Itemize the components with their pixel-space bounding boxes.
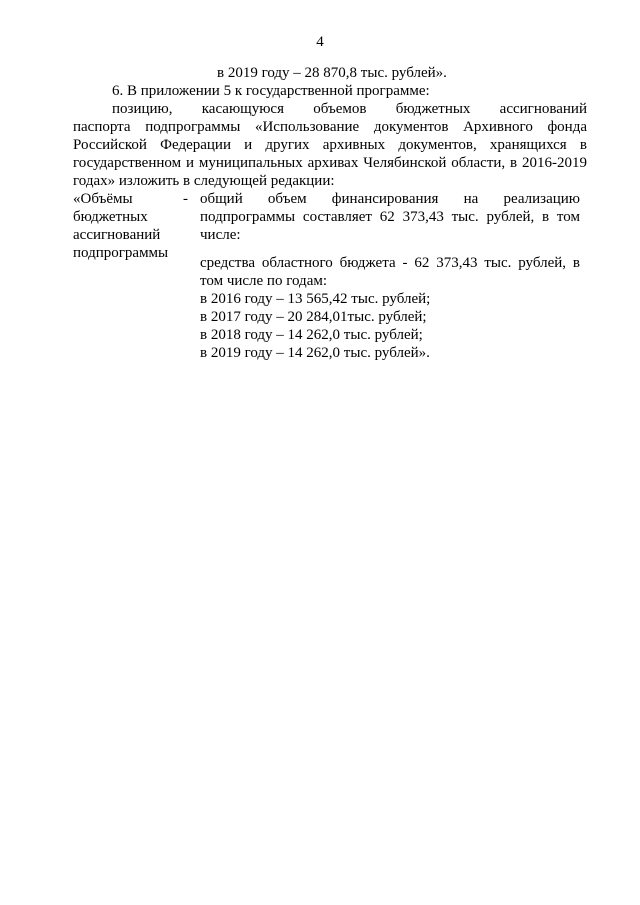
paragraph-line: Российской Федерации и других архивных документов, хранящихся в <box>73 137 587 153</box>
value-line: подпрограммы составляет 62 373,43 тыс. рублей, в том <box>200 209 580 225</box>
value-line: в 2016 году – 13 565,42 тыс. рублей; <box>200 291 431 307</box>
paragraph-line: годах» изложить в следующей редакции: <box>73 173 335 189</box>
value-line: общий объем финансирования на реализацию <box>200 191 580 207</box>
label-line: бюджетных <box>73 209 148 225</box>
value-line: в 2018 году – 14 262,0 тыс. рублей; <box>200 327 423 343</box>
label-line: «Объёмы <box>73 191 133 207</box>
table-value-column <box>200 190 580 362</box>
table-label-column <box>73 190 193 262</box>
previous-item-last-line: в 2019 году – 28 870,8 тыс. рублей». <box>217 65 447 81</box>
value-line: числе: <box>200 227 241 243</box>
value-line: средства областного бюджета - 62 373,43 тыс. рублей, в <box>200 255 580 271</box>
paragraph <box>73 100 587 190</box>
value-line: в 2019 году – 14 262,0 тыс. рублей». <box>200 345 430 361</box>
item-heading: 6. В приложении 5 к государственной программе: <box>112 83 430 99</box>
paragraph-line: государственном и муниципальных архивах Челябинской области, в 2016-2019 <box>73 155 587 171</box>
table-dash: - <box>183 191 188 207</box>
paragraph-line: позицию, касающуюся объемов бюджетных ассигнований <box>112 101 587 117</box>
label-line: ассигнований <box>73 227 161 243</box>
value-line: том числе по годам: <box>200 273 328 289</box>
value-line: в 2017 году – 20 284,01тыс. рублей; <box>200 309 427 325</box>
paragraph-line: паспорта подпрограммы «Использование документов Архивного фонда <box>73 119 587 135</box>
label-line: подпрограммы <box>73 245 169 261</box>
page-number: 4 <box>316 34 324 50</box>
